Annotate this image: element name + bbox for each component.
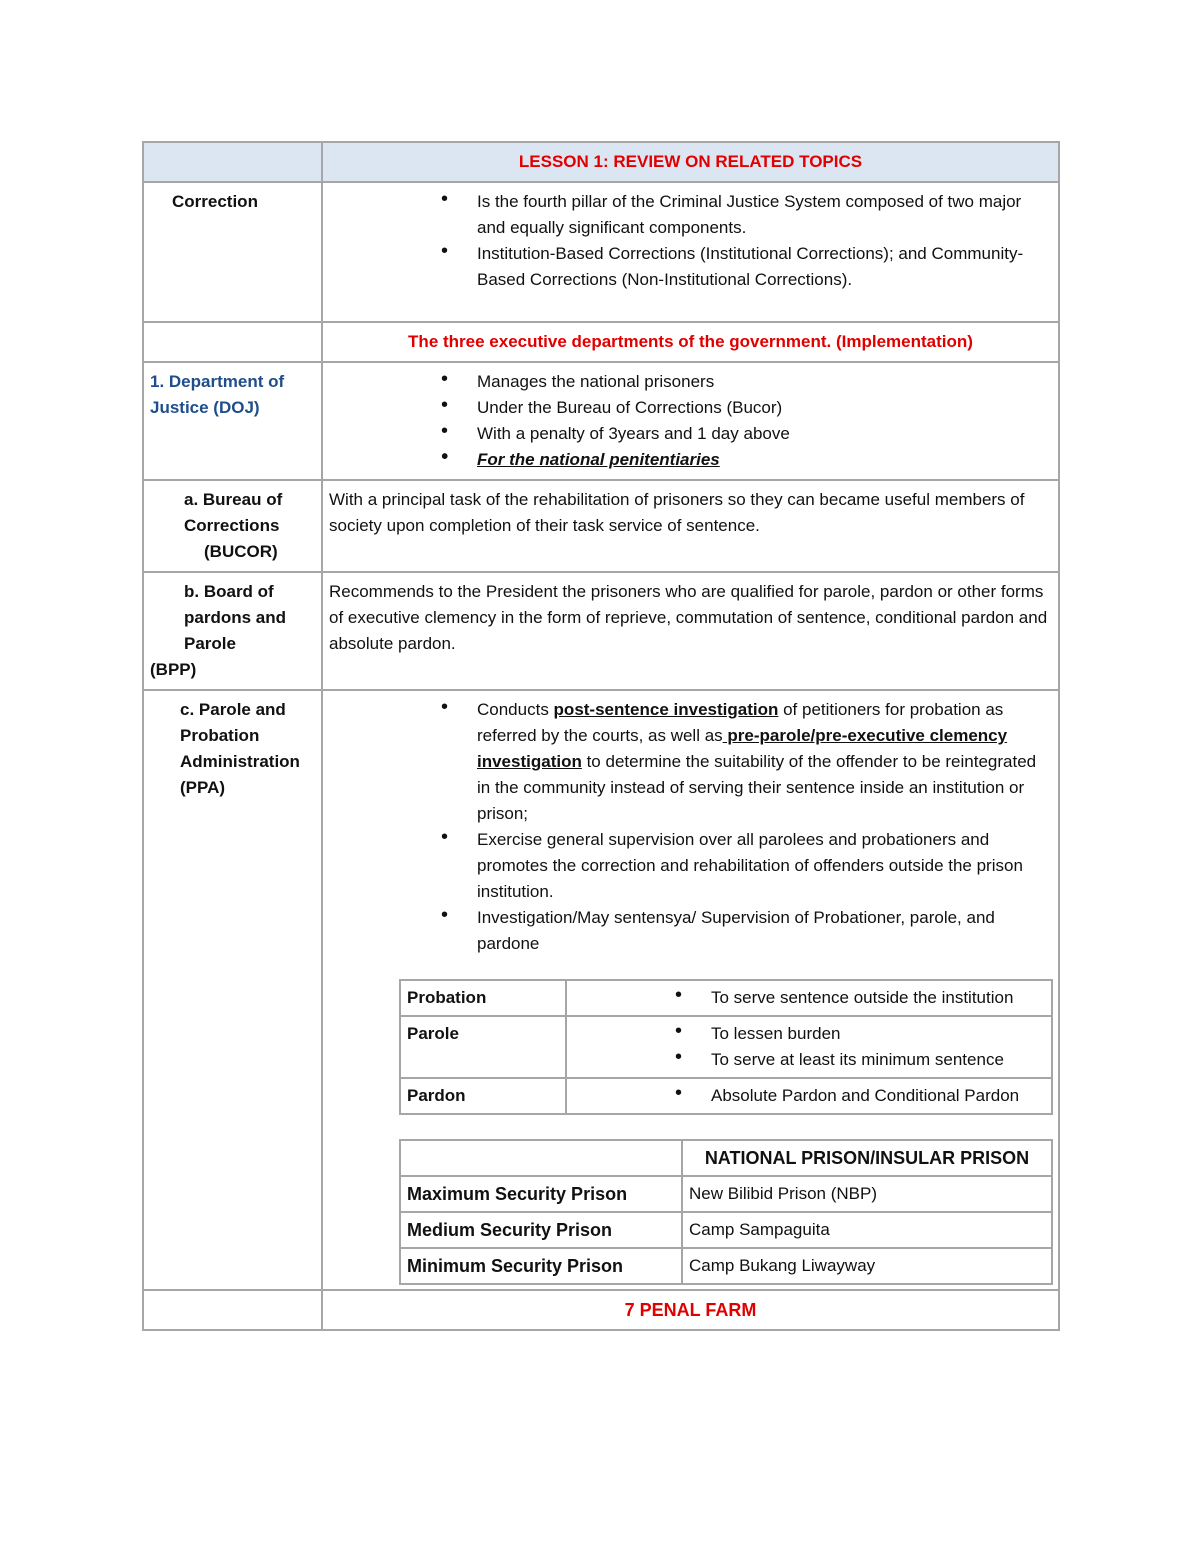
bpp-label-line2: (BPP)	[150, 660, 197, 679]
prison-type: Minimum Security Prison	[400, 1248, 682, 1284]
table-row	[400, 1078, 1052, 1114]
text-span: Conducts	[477, 700, 554, 719]
prison-type: Maximum Security Prison	[400, 1176, 682, 1212]
prison-table-header: NATIONAL PRISON/INSULAR PRISON	[682, 1140, 1052, 1176]
bpp-text: Recommends to the President the prisoners who are qualified for parole, pardon or other forms of executive clemency in the form of reprieve, commutation of sentence, conditional pardon and absolute pardon.	[322, 572, 1059, 690]
ppa-label-text: c. Parole and Probation Administration (PPA)	[180, 700, 300, 797]
doj-content	[322, 362, 1059, 480]
doj-label: 1. Department of Justice (DOJ)	[143, 362, 322, 480]
list-item: • To lessen burden	[711, 1021, 1045, 1047]
correction-content	[322, 182, 1059, 322]
prison-table	[399, 1139, 1053, 1285]
prison-name: New Bilibid Prison (NBP)	[682, 1176, 1052, 1212]
bucor-row	[143, 480, 1059, 572]
ppa-content	[322, 690, 1059, 1290]
doj-row	[143, 362, 1059, 480]
list-item: • Under the Bureau of Corrections (Bucor)	[477, 395, 1052, 421]
penal-farm-heading: 7 PENAL FARM	[322, 1290, 1059, 1330]
term-cell: Parole	[400, 1016, 566, 1078]
table-row	[400, 1016, 1052, 1078]
ppa-label	[143, 690, 322, 1290]
definition-cell	[566, 1078, 1052, 1114]
list-item: • Absolute Pardon and Conditional Pardon	[711, 1083, 1045, 1109]
ppa-row	[143, 690, 1059, 1290]
term-cell: Probation	[400, 980, 566, 1016]
underlined-term: post-sentence investigation	[553, 700, 779, 719]
prison-name: Camp Sampaguita	[682, 1212, 1052, 1248]
underlined-term: pre-parole/pre-executive clemency investigation	[477, 726, 1008, 771]
penal-farm-row	[143, 1290, 1059, 1330]
definition-cell	[566, 980, 1052, 1016]
list-item	[477, 697, 1052, 827]
bpp-row	[143, 572, 1059, 690]
header-empty-cell	[143, 142, 322, 182]
text-span: to determine the suitability of the offender to be reintegrated in the community instead of serving their sentence inside an institution or prison;	[477, 752, 1037, 823]
bucor-label-line2: (BUCOR)	[204, 542, 278, 561]
empty-cell	[400, 1140, 682, 1176]
table-row	[400, 1248, 1052, 1284]
term-cell: Pardon	[400, 1078, 566, 1114]
list-item: • To serve sentence outside the institution	[711, 985, 1045, 1011]
lesson-title: LESSON 1: REVIEW ON RELATED TOPICS	[322, 142, 1059, 182]
list-item: • Institution-Based Corrections (Institutional Corrections); and Community-Based Corrections (Non-Institutional Corrections).	[477, 241, 1052, 293]
prison-type: Medium Security Prison	[400, 1212, 682, 1248]
sentence-types-table	[399, 979, 1053, 1115]
list-item: • To serve at least its minimum sentence	[711, 1047, 1045, 1073]
list-item: • With a penalty of 3years and 1 day above	[477, 421, 1052, 447]
table-row	[400, 980, 1052, 1016]
table-row	[400, 1140, 1052, 1176]
bucor-label	[143, 480, 322, 572]
header-row	[143, 142, 1059, 182]
definition-cell	[566, 1016, 1052, 1078]
list-item: • Exercise general supervision over all parolees and probationers and promotes the correction and rehabilitation of offenders outside the prison institution.	[477, 827, 1052, 905]
correction-label: Correction	[143, 182, 322, 322]
list-item: • For the national penitentiaries	[477, 447, 1052, 473]
text-span: of petitioners for probation as referred by the courts, as well as	[477, 700, 1004, 745]
departments-heading-row	[143, 322, 1059, 362]
bpp-label	[143, 572, 322, 690]
bpp-label-line1: b. Board of pardons and Parole	[184, 582, 287, 653]
list-item: • Manages the national prisoners	[477, 369, 1052, 395]
prison-name: Camp Bukang Liwayway	[682, 1248, 1052, 1284]
bucor-text: With a principal task of the rehabilitation of prisoners so they can became useful members of society upon completion of their task service of sentence.	[322, 480, 1059, 572]
bucor-label-line1: a. Bureau of Corrections	[184, 490, 283, 535]
empty-cell	[143, 322, 322, 362]
departments-heading: The three executive departments of the government. (Implementation)	[322, 322, 1059, 362]
table-row	[400, 1176, 1052, 1212]
document-page	[142, 141, 1058, 1331]
lesson-table	[142, 141, 1060, 1331]
list-item: • Is the fourth pillar of the Criminal Justice System composed of two major and equally significant components.	[477, 189, 1052, 241]
table-row	[400, 1212, 1052, 1248]
empty-cell	[143, 1290, 322, 1330]
correction-row	[143, 182, 1059, 322]
list-item: • Investigation/May sentensya/ Supervision of Probationer, parole, and pardone	[477, 905, 1052, 957]
